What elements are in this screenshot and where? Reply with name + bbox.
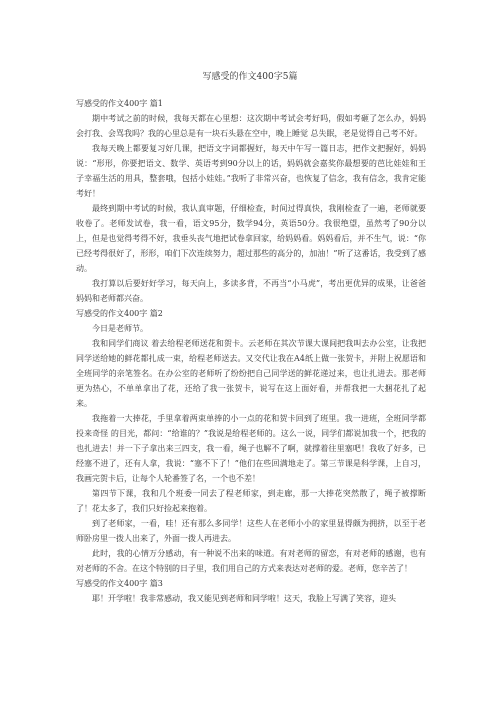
paragraph: 我每天晚上都要复习好几课，把语文字词都握好，每天中午写一篇日志，把作文把握好，妈妈说：“形形，你要把语文、数学、英语考到90分以上的话，妈妈就会嘉奖你最想要的芭比娃娃和王子幸福生活的用具，整套哦，包括小娃娃。”我听了非常兴奋，也恢复了信念，我有信念，我肯定能考好！ — [76, 144, 426, 198]
paragraph: 最终到期中考试的时候，我认真审题，仔细检查，时间过得真快，我刚检查了一遍，老师就要收卷了。老师发试卷，我一看，语文95分，数学94分，英语50分。我很绝望，虽然考了90分以上，但是也觉得考得不好，我垂头丧气地把试卷拿回家，给妈妈看。妈妈看后，并不生气，说：“你已经考得很好了，形形，咱们下次连续努力，超过那些的高分的，加油！”听了这番话，我受到了感动。 — [76, 204, 426, 273]
essay-section — [76, 308, 426, 576]
paragraph: 我拖着一大捧花，手里拿着两束单捧的小一点的花和贺卡回到了班里。我一进班，全班同学都投来奇怪 的目光，都问：“给谁的？”我说是给程老师的。这么一说，同学们都说加我一个，把我的也扎进去！并一下子拿出来三四支，我一看，绳子也解不了啊，就撑着往里塞吧！我收了好多，已经塞不进了，还有人拿，我说：“塞不下了！”他们在些回满地走了。第三节课是科学课，上自习，我画完贺卡后，让每个人轮番签了名，一个也不差！ — [76, 414, 426, 483]
essay-section — [76, 578, 426, 606]
paragraph: 今日是老师节。 — [92, 324, 148, 333]
section-heading: 写感受的作文400字 篇1 — [76, 99, 163, 108]
paragraph: 我和同学们商议 着去给程老师送花和贺卡。云老师在其次节课大课间把我叫去办公室，让我把同学送给她的鲜花都扎成一束，给程老师送去。又交代让我在A4纸上做一张贺卡，并附上祝愿语和全班同学的亲笔签名。在办公室的老师听了纷纷把自己同学送的鲜花递过来，也让扎进去。那老师更为热心，不单单拿出了花，还给了我一张贺卡，说写在这上面好看，并帮我把一大捆花扎了起来。 — [76, 339, 426, 408]
section-heading: 写感受的作文400字 篇2 — [76, 309, 163, 318]
paragraph: 此时，我的心情万分感动，有一种说不出来的味道。有对老师的留恋，有对老师的感谢，也有对老师的不舍。在这个特别的日子里，我们用自己的方式来表达对老师的爱。老师，您辛苦了！ — [76, 549, 426, 573]
paragraph: 耶！开学啦！我非常感动，我又能见到老师和同学啦！这天，我脸上写满了笑容，迎头 — [92, 594, 396, 603]
document-title: 写感受的作文400字5篇 — [202, 72, 298, 82]
paragraph: 第四节下课，我和几个班委一同去了程老师家，到走廊，那一大捧花突然散了，绳子被撑断了！花太多了，我们只好捡起来抱着。 — [76, 489, 426, 513]
essay-section — [76, 98, 426, 306]
paragraph: 到了老师家，一看，哇！还有那么多同学！这些人在老师小小的家里显得颇为拥挤，以至于老师卧房里一拨人出来了，外面一拨人再进去。 — [76, 519, 426, 543]
section-heading: 写感受的作文400字 篇3 — [76, 579, 163, 588]
paragraph: 我打算以后要好好学习，每天向上，多读多背，不再当“小马虎”，考出更优异的成果，让爸爸妈妈和老师都兴奋。 — [76, 279, 426, 303]
document-body — [76, 96, 426, 606]
paragraph: 期中考试之前的时候，我每天都在心里想：这次期中考试会考好吗，假如考砸了怎么办，妈妈会打我、会骂我吗？我的心里总是有一块石头悬在空中，晚上睡觉 总失眠，老是觉得自己考不好。 — [76, 114, 426, 138]
